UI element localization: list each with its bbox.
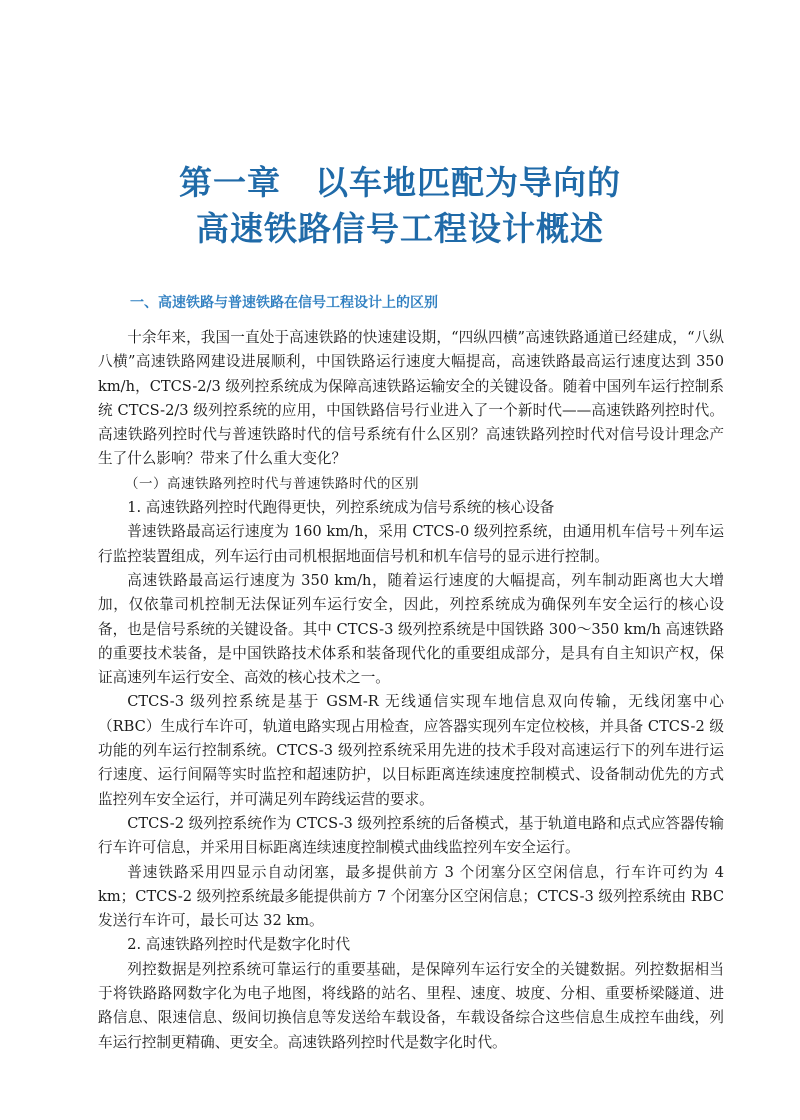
- paragraph: CTCS-2 级列控系统作为 CTCS-3 级列控系统的后备模式，基于轨道电路和点式应答器传输行车许可信息，并采用目标距离连续速度控制模式曲线监控列车安全运行。: [98, 814, 724, 857]
- section-heading: 一、高速铁路与普速铁路在信号工程设计上的区别: [130, 295, 438, 311]
- chapter-title: [0, 160, 800, 252]
- paragraph: CTCS-3 级列控系统是基于 GSM-R 无线通信实现车地信息双向传输，无线闭塞中心（RBC）生成行车许可，轨道电路实现占用检查，应答器实现列车定位校核，并具备 CTCS-2 级功能的列车运行控制系统。CTCS-3 级列控系统采用先进的技术手段对高速运行下的列车进行运行速度、运行间隔等实时监控和超速防护，以目标距离连续速度控制模式、设备制动优先的方式监控列车安全运行，并可满足列车跨线运营的要求。: [98, 693, 724, 808]
- point-heading-2: 2. 高速铁路列控时代是数字化时代: [127, 936, 351, 954]
- paragraph: 高速铁路最高运行速度为 350 km/h，随着运行速度的大幅提高，列车制动距离也大大增加，仅依靠司机控制无法保证列车运行安全，因此，列控系统成为确保列车安全运行的核心设备，也是信号系统的关键设备。其中 CTCS-3 级列控系统是中国铁路 300～350 km/h 高速铁路的重要技术装备，是中国铁路技术体系和装备现代化的重要组成部分，是具有自主知识产权，保证高速列车运行安全、高效的核心技术之一。: [98, 571, 724, 687]
- chapter-title-line-1: 第一章 以车地匹配为导向的: [179, 163, 621, 202]
- paragraph: 列控数据是列控系统可靠运行的重要基础，是保障列车运行安全的关键数据。列控数据相当于将铁路路网数字化为电子地图，将线路的站名、里程、速度、坡度、分相、重要桥梁隧道、进路信息、限速信息、级间切换信息等发送给车载设备，车载设备综合这些信息生成控车曲线，列车运行控制更精确、更安全。高速铁路列控时代是数字化时代。: [98, 960, 724, 1051]
- chapter-title-line-2: 高速铁路信号工程设计概述: [196, 209, 604, 248]
- paragraph: 普速铁路采用四显示自动闭塞，最多提供前方 3 个闭塞分区空闲信息，行车许可约为 4 km；CTCS-2 级列控系统最多能提供前方 7 个闭塞分区空闲信息；CTCS-3 级列控系统由 RBC 发送行车许可，最长可达 32 km。: [98, 863, 724, 930]
- paragraph: 普速铁路最高运行速度为 160 km/h，采用 CTCS-0 级列控系统，由通用机车信号＋列车运行监控装置组成，列车运行由司机根据地面信号机和机车信号的显示进行控制。: [98, 523, 724, 565]
- paragraph-intro: 十余年来，我国一直处于高速铁路的快速建设期，“四纵四横”高速铁路通道已经建成，“八纵八横”高速铁路网建设进展顺利，中国铁路运行速度大幅提高，高速铁路最高运行速度达到 350 km/h，CTCS-2/3 级列控系统成为保障高速铁路运输安全的关键设备。随着中国列车运行控制系统 CTCS-2/3 级列控系统的应用，中国铁路信号行业进入了一个新时代——高速铁路列控时代。高速铁路列控时代与普速铁路时代的信号系统有什么区别？高速铁路列控时代对信号设计理念产生了什么影响？带来了什么重大变化？: [98, 329, 724, 468]
- subsection-heading: （一）高速铁路列控时代与普速铁路时代的区别: [125, 475, 419, 492]
- point-heading-1: 1. 高速铁路列控时代跑得更快，列控系统成为信号系统的核心设备: [127, 499, 555, 517]
- body-text: [98, 326, 724, 1055]
